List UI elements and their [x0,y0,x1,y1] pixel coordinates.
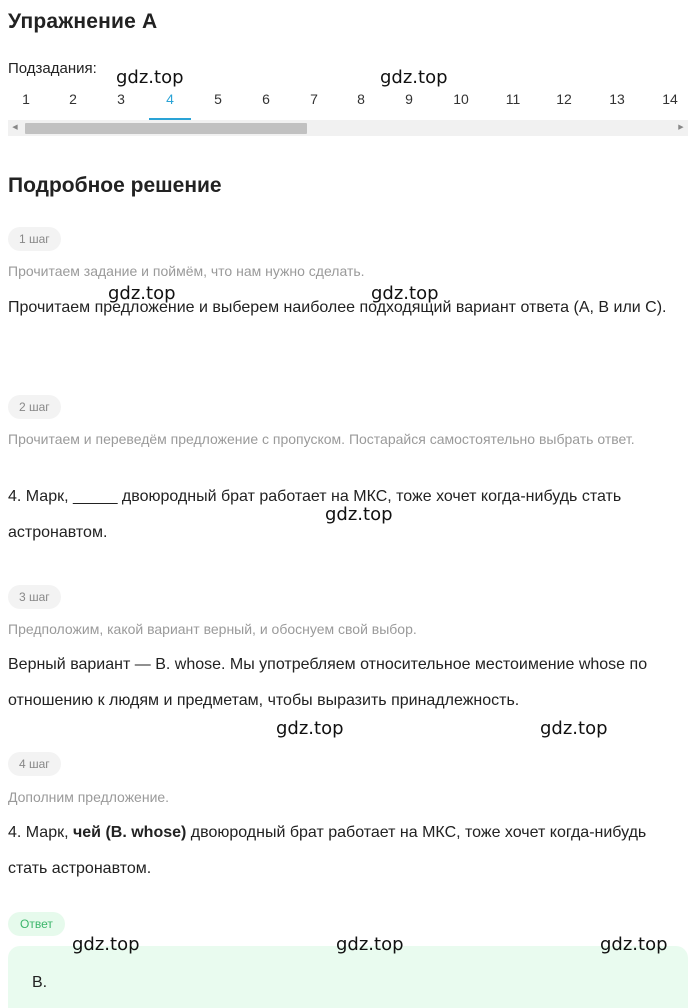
watermark: gdz.top [325,504,393,525]
step-1-hint: Прочитаем задание и поймём, что нам нужно сделать. [8,263,365,279]
watermark: gdz.top [108,283,176,304]
step-4-text [8,815,684,887]
answer-text: B. [32,974,48,991]
tab-13[interactable]: 13 [609,91,625,107]
answer-box [8,946,688,1008]
subtasks-label: Подзадания: [8,60,97,77]
tab-12[interactable]: 12 [556,91,572,107]
watermark: gdz.top [600,934,668,955]
tab-4[interactable]: 4 [149,88,191,120]
tab-6[interactable]: 6 [262,91,270,107]
tab-5[interactable]: 5 [214,91,222,107]
watermark: gdz.top [380,67,448,88]
scroll-left-arrow-icon[interactable]: ◀ [12,124,18,131]
step-4-hint: Дополним предложение. [8,789,170,805]
step-3-badge: 3 шаг [8,585,61,609]
answer-badge: Ответ [8,912,65,936]
watermark: gdz.top [540,718,608,739]
tab-9[interactable]: 9 [405,91,413,107]
step-1-badge: 1 шаг [8,227,61,251]
step-1-text: Прочитаем предложение и выберем наиболее подходящий вариант ответа (A, B или C). [8,299,667,316]
subtask-tabs [8,88,688,122]
scroll-right-arrow-icon[interactable]: ▶ [678,124,684,131]
watermark: gdz.top [72,934,140,955]
step-2-badge: 2 шаг [8,395,61,419]
tab-14[interactable]: 14 [662,91,678,107]
watermark: gdz.top [371,283,439,304]
tabs-scrollbar[interactable] [8,120,688,136]
solution-title: Подробное решение [8,174,222,197]
watermark: gdz.top [276,718,344,739]
exercise-title: Упражнение A [8,10,158,33]
tab-10[interactable]: 10 [453,91,469,107]
watermark: gdz.top [336,934,404,955]
step-4-text-bold: чей (B. whose) [72,824,187,841]
tab-8[interactable]: 8 [357,91,365,107]
tab-2[interactable]: 2 [69,91,77,107]
step-2-hint: Прочитаем и переведём предложение с пропуском. Постарайся самостоятельно выбрать ответ. [8,431,635,447]
tab-1[interactable]: 1 [22,91,30,107]
scroll-thumb[interactable] [25,123,307,134]
step-3-text: Верный вариант — B. whose. Мы употребляем относительное местоимение whose по отношению к людям и предметам, чтобы выразить принадлежность. [8,656,648,709]
tab-3[interactable]: 3 [117,91,125,107]
watermark: gdz.top [116,67,184,88]
step-4-text-before: 4. Марк, [8,824,73,841]
step-4-text-after: двоюродный брат работает на МКС, тоже хочет когда-нибудь стать астронавтом. [8,824,647,877]
step-4-badge: 4 шаг [8,752,61,776]
tab-7[interactable]: 7 [310,91,318,107]
step-2-text: 4. Марк, _____ двоюродный брат работает на МКС, тоже хочет когда-нибудь стать астронавтом. [8,488,622,541]
step-3-hint: Предположим, какой вариант верный, и обоснуем свой выбор. [8,621,417,637]
tab-11[interactable]: 11 [505,91,521,107]
